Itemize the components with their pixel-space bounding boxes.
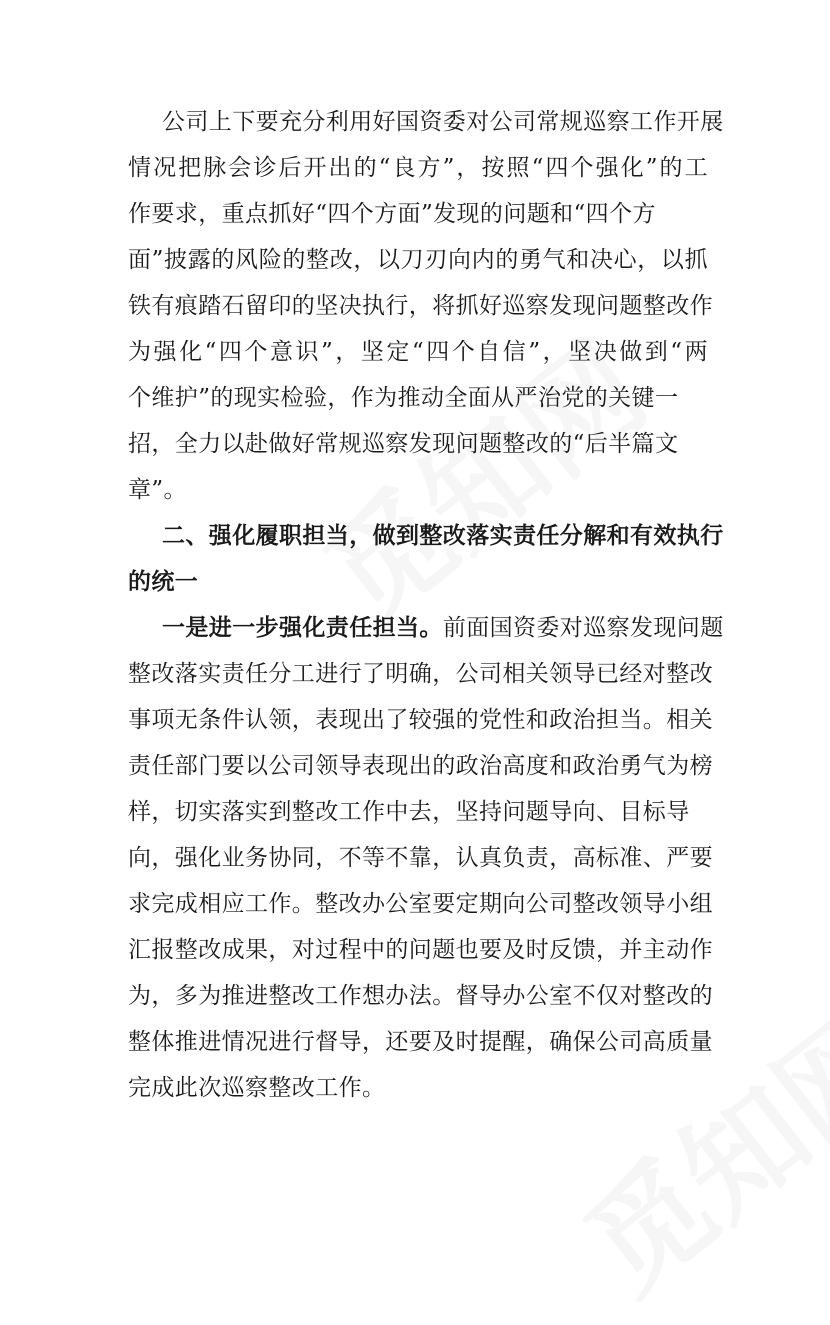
paragraph-line: 为，多为推进整改工作想办法。督导办公室不仅对整改的	[128, 983, 713, 1009]
paragraph-line: 个维护”的现实检验，作为推动全面从严治党的关键一	[128, 385, 679, 411]
paragraph-line: 情况把脉会诊后开出的“良方”，按照“四个强化”的工	[128, 155, 708, 181]
paragraph-line: 为强化“四个意识”，坚定“四个自信”，坚决做到“两	[128, 339, 708, 365]
paragraph-line: 铁有痕踏石留印的坚决执行，将抓好巡察发现问题整改作	[128, 293, 713, 319]
paragraph-line: 责任部门要以公司领导表现出的政治高度和政治勇气为榜	[128, 753, 713, 779]
paragraph-line: 事项无条件认领，表现出了较强的党性和政治担当。相关	[128, 707, 713, 733]
lead-rest-text: 前面国资委对巡察发现问题	[442, 615, 724, 641]
lead-bold-text: 一是进一步强化责任担当。	[162, 614, 443, 641]
paragraph-line: 章”。	[128, 477, 187, 503]
paragraph-line: 招，全力以赴做好常规巡察发现问题整改的“后半篇文	[128, 431, 679, 457]
heading-line: 的统一	[128, 568, 199, 595]
paragraph-line: 完成此次巡察整改工作。	[128, 1075, 386, 1101]
paragraph-line: 作要求，重点抓好“四个方面”发现的问题和“四个方	[128, 201, 656, 227]
paragraph-lead-line	[162, 613, 724, 643]
paragraph-line: 样，切实落实到整改工作中去，坚持问题导向、目标导	[128, 799, 690, 825]
watermark-bottom	[545, 967, 830, 1324]
paragraph-line: 整改落实责任分工进行了明确，公司相关领导已经对整改	[128, 661, 713, 687]
paragraph-line: 求完成相应工作。整改办公室要定期向公司整改领导小组	[128, 891, 713, 917]
paragraph-line: 整体推进情况进行督导，还要及时提醒，确保公司高质量	[128, 1029, 713, 1055]
heading-line: 二、强化履职担当，做到整改落实责任分解和有效执行	[162, 522, 724, 549]
paragraph-line: 面”披露的风险的整改，以刀刃向内的勇气和决心，以抓	[128, 247, 708, 273]
paragraph-line: 向，强化业务协同，不等不靠，认真负责，高标准、严要	[128, 845, 713, 871]
paragraph-line: 汇报整改成果，对过程中的问题也要及时反馈，并主动作	[128, 937, 713, 963]
paragraph-line: 公司上下要充分利用好国资委对公司常规巡察工作开展	[162, 109, 724, 135]
